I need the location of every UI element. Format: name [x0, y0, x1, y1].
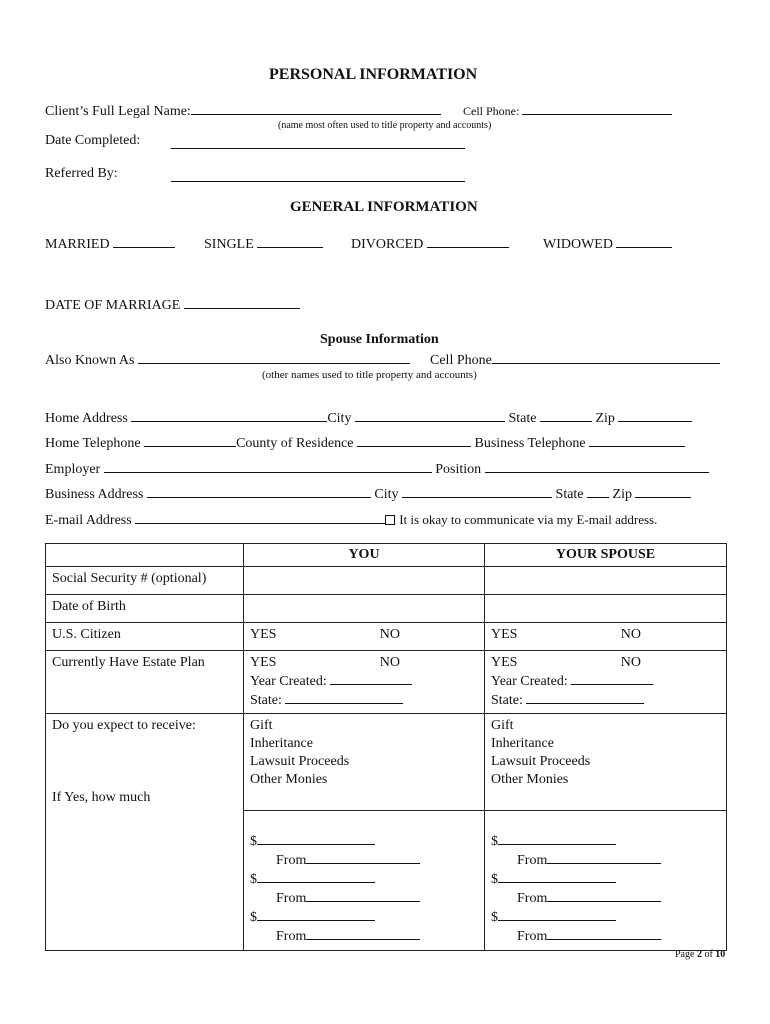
amount-you-1-from: From [276, 852, 307, 868]
table-row-ssn [46, 567, 727, 595]
table-header-row [46, 544, 727, 567]
business-telephone-label: Business Telephone [474, 436, 586, 451]
citizen-you-yes[interactable]: YES [250, 627, 277, 642]
spouse-cell-label: Cell Phone [430, 353, 492, 368]
info-table [45, 543, 727, 951]
business-address-field[interactable] [147, 485, 371, 498]
single-label: SINGLE [204, 237, 254, 252]
position-field[interactable] [485, 460, 709, 473]
page-prefix: Page [675, 949, 695, 960]
name-note: (name most often used to title property and accounts) [278, 120, 492, 131]
spouse-heading: Spouse Information [320, 332, 439, 347]
ssn-you[interactable] [244, 567, 485, 595]
amount-you-2-field[interactable] [257, 870, 375, 883]
expect-you-lawsuit[interactable]: Lawsuit Proceeds [250, 754, 350, 769]
citizen-you [244, 623, 485, 651]
page-total: 10 [715, 949, 726, 960]
spouse-cell-row [430, 351, 720, 369]
header-spouse: YOUR SPOUSE [485, 544, 727, 567]
business-address-row [45, 485, 691, 503]
page-of: of [704, 949, 713, 960]
amount-spouse-3-dollar: $ [491, 909, 498, 925]
client-name-row [45, 102, 441, 120]
amount-spouse-1-dollar: $ [491, 833, 498, 849]
aka-row [45, 351, 410, 369]
home-telephone-label: Home Telephone [45, 436, 141, 451]
employer-field[interactable] [104, 460, 432, 473]
amounts-you [244, 810, 485, 950]
date-completed-field[interactable] [171, 136, 465, 149]
business-state-field[interactable] [587, 485, 609, 498]
widowed-field[interactable] [616, 235, 672, 248]
citizen-label: U.S. Citizen [46, 623, 244, 651]
amount-spouse-3-from: From [517, 928, 548, 944]
general-heading: GENERAL INFORMATION [290, 199, 478, 215]
home-telephone-row [45, 434, 685, 452]
email-ok-label: It is okay to communicate via my E-mail address. [399, 512, 658, 527]
expect-spouse-inheritance[interactable]: Inheritance [491, 736, 554, 751]
expect-spouse-gift[interactable]: Gift [491, 718, 514, 733]
expect-label-cell [46, 714, 244, 811]
single-field[interactable] [257, 235, 323, 248]
business-zip-label: Zip [612, 487, 632, 502]
amount-spouse-2-from-field[interactable] [547, 889, 661, 902]
home-address-field[interactable] [131, 409, 327, 422]
amount-spouse-2-dollar: $ [491, 871, 498, 887]
divorced-label: DIVORCED [351, 237, 424, 252]
amount-you-3-dollar: $ [250, 909, 257, 925]
amounts-label-cell [46, 810, 244, 950]
cell-phone-field[interactable] [522, 104, 672, 115]
email-field[interactable] [135, 511, 385, 524]
amount-spouse-1-from-field[interactable] [547, 851, 661, 864]
amount-you-1-dollar: $ [250, 833, 257, 849]
email-label: E-mail Address [45, 513, 132, 528]
citizen-spouse [485, 623, 727, 651]
business-city-field[interactable] [402, 485, 552, 498]
amount-you-3-from: From [276, 928, 307, 944]
amount-you-2-dollar: $ [250, 871, 257, 887]
how-much-label: If Yes, how much [52, 790, 151, 805]
business-city-label: City [374, 487, 399, 502]
amount-you-1-from-field[interactable] [306, 851, 420, 864]
estate-spouse-state-label: State: [491, 693, 523, 708]
header-blank [46, 544, 244, 567]
home-address-label: Home Address [45, 411, 128, 426]
home-state-field[interactable] [540, 409, 592, 422]
estate-spouse-state-field[interactable] [526, 691, 644, 704]
estate-you-year-field[interactable] [330, 672, 412, 685]
widowed-label: WIDOWED [543, 237, 613, 252]
expect-you-inheritance[interactable]: Inheritance [250, 736, 313, 751]
amount-you-2-from-field[interactable] [306, 889, 420, 902]
table-row-dob [46, 595, 727, 623]
estate-spouse-year-label: Year Created: [491, 674, 568, 689]
estate-plan-label: Currently Have Estate Plan [46, 651, 244, 714]
business-telephone-field[interactable] [589, 434, 685, 447]
amount-spouse-2-from: From [517, 890, 548, 906]
date-of-marriage-label: DATE OF MARRIAGE [45, 298, 181, 313]
county-field[interactable] [357, 434, 471, 447]
page-current: 2 [696, 949, 702, 960]
date-of-marriage-field[interactable] [184, 296, 300, 309]
page-number [675, 949, 725, 960]
header-you: YOU [244, 544, 485, 567]
home-address-row [45, 409, 692, 427]
widowed-row [543, 235, 672, 253]
county-label: County of Residence [236, 436, 354, 451]
ssn-spouse[interactable] [485, 567, 727, 595]
home-city-label: City [327, 411, 352, 426]
employer-label: Employer [45, 462, 101, 477]
amount-spouse-3-field[interactable] [498, 908, 616, 921]
dob-spouse[interactable] [485, 595, 727, 623]
married-label: MARRIED [45, 237, 110, 252]
divorced-field[interactable] [427, 235, 509, 248]
aka-note: (other names used to title property and accounts) [262, 369, 477, 381]
expect-you-gift[interactable]: Gift [250, 718, 273, 733]
table-row-amounts [46, 810, 727, 950]
amount-spouse-1-from: From [517, 852, 548, 868]
expect-you [244, 714, 485, 811]
home-city-field[interactable] [355, 409, 505, 422]
estate-plan-you [244, 651, 485, 714]
amount-spouse-1-field[interactable] [498, 832, 616, 845]
table-row-citizen [46, 623, 727, 651]
referred-by-label: Referred By: [45, 166, 118, 181]
ssn-label: Social Security # (optional) [46, 567, 244, 595]
business-address-label: Business Address [45, 487, 144, 502]
dob-you[interactable] [244, 595, 485, 623]
married-field[interactable] [113, 235, 175, 248]
business-state-label: State [555, 487, 584, 502]
single-row [204, 235, 323, 253]
estate-plan-spouse [485, 651, 727, 714]
estate-you-state-label: State: [250, 693, 282, 708]
table-row-estate-plan [46, 651, 727, 714]
estate-spouse-no[interactable]: NO [620, 655, 641, 670]
estate-you-state-field[interactable] [285, 691, 403, 704]
amount-spouse-3-from-field[interactable] [547, 927, 661, 940]
cell-phone-label: Cell Phone: [463, 104, 520, 118]
client-name-field[interactable] [191, 102, 441, 115]
amounts-spouse [485, 810, 727, 950]
email-row [45, 511, 657, 529]
estate-spouse-year-field[interactable] [571, 672, 653, 685]
business-zip-field[interactable] [635, 485, 691, 498]
home-state-label: State [508, 411, 537, 426]
expect-spouse-other[interactable]: Other Monies [491, 772, 569, 787]
home-telephone-field[interactable] [144, 434, 236, 447]
employer-row [45, 460, 709, 478]
estate-you-no[interactable]: NO [379, 655, 400, 670]
amount-you-1-field[interactable] [257, 832, 375, 845]
table-row-expect [46, 714, 727, 811]
cell-phone-row [463, 104, 672, 119]
amount-you-3-field[interactable] [257, 908, 375, 921]
home-zip-label: Zip [595, 411, 615, 426]
email-ok-checkbox[interactable] [385, 515, 395, 525]
referred-by-field[interactable] [171, 169, 465, 182]
position-label: Position [435, 462, 482, 477]
citizen-spouse-no[interactable]: NO [620, 627, 641, 642]
amount-spouse-2-field[interactable] [498, 870, 616, 883]
expect-spouse [485, 714, 727, 811]
expect-you-other[interactable]: Other Monies [250, 772, 328, 787]
citizen-you-no[interactable]: NO [379, 627, 400, 642]
amount-you-3-from-field[interactable] [306, 927, 420, 940]
expect-spouse-lawsuit[interactable]: Lawsuit Proceeds [491, 754, 591, 769]
estate-you-year-label: Year Created: [250, 674, 327, 689]
aka-label: Also Known As [45, 353, 135, 368]
estate-spouse-yes[interactable]: YES [491, 655, 518, 670]
home-zip-field[interactable] [618, 409, 692, 422]
spouse-cell-field[interactable] [492, 351, 720, 364]
expect-label: Do you expect to receive: [52, 718, 196, 733]
citizen-spouse-yes[interactable]: YES [491, 627, 518, 642]
dob-label: Date of Birth [46, 595, 244, 623]
divorced-row [351, 235, 509, 253]
date-completed-label: Date Completed: [45, 133, 141, 148]
page-title: PERSONAL INFORMATION [269, 66, 478, 83]
estate-you-yes[interactable]: YES [250, 655, 277, 670]
date-of-marriage-row [45, 296, 300, 314]
amount-you-2-from: From [276, 890, 307, 906]
client-name-label: Client’s Full Legal Name: [45, 104, 191, 119]
aka-field[interactable] [138, 351, 410, 364]
married-row [45, 235, 175, 253]
